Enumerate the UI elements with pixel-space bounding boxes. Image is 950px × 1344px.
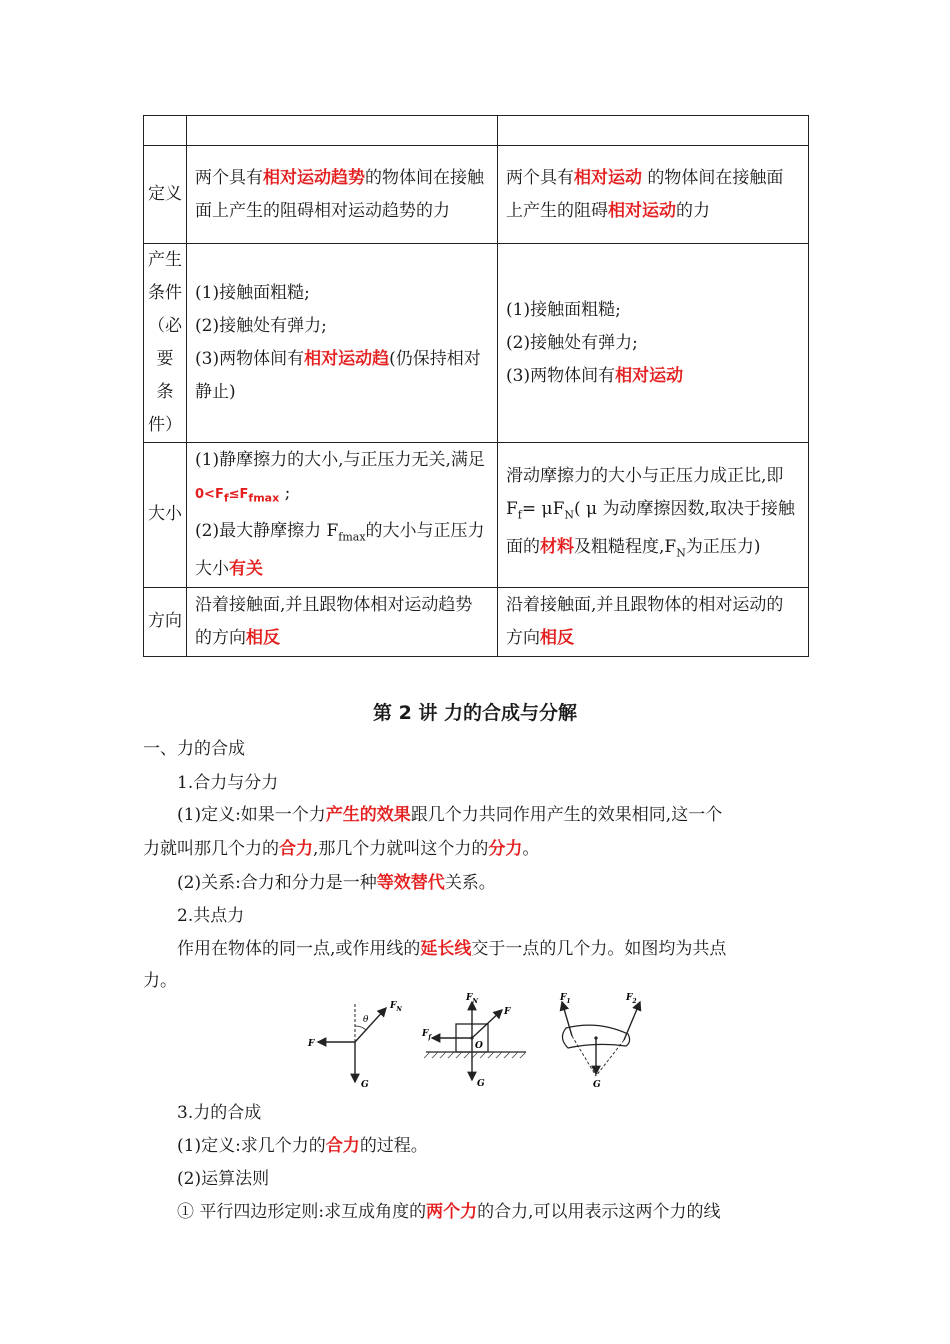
g-label: G bbox=[361, 1080, 369, 1090]
cell-sliding-direction: 沿着接触面,并且跟物体的相对运动的方向相反 bbox=[498, 587, 809, 656]
row-label-definition: 定义 bbox=[144, 146, 187, 244]
subheading-concurrent: 2.共点力 bbox=[177, 906, 245, 926]
f-label: F bbox=[308, 1039, 315, 1049]
theta-label: θ bbox=[363, 1015, 369, 1025]
f1-label: $F_1$ bbox=[560, 993, 571, 1005]
cell-static-conditions: (1)接触面粗糙; (2)接触处有弹力; (3)两物体间有相对运动趋(仍保持相对静止) bbox=[187, 244, 498, 443]
table-row-definition bbox=[144, 146, 809, 244]
cell-static-direction: 沿着接触面,并且跟物体相对运动趋势的方向相反 bbox=[187, 587, 498, 656]
paragraph-definition-1: (1)定义:如果一个力产生的效果跟几个力共同作用产生的效果相同,这一个 bbox=[177, 805, 723, 825]
row-label-direction: 方向 bbox=[144, 587, 187, 656]
cell-sliding-definition: 两个具有相对运动 的物体间在接触面上产生的阻碍相对运动的力 bbox=[498, 146, 809, 244]
ff-label: $F_f$ bbox=[422, 1029, 431, 1041]
g2-label: G bbox=[477, 1079, 485, 1089]
row-label-conditions: 产生 条件 （必 要 条 件） bbox=[144, 244, 187, 443]
table-row-magnitude bbox=[144, 443, 809, 588]
header-cell-sliding bbox=[498, 116, 809, 146]
paragraph-relation: (2)关系:合力和分力是一种等效替代关系。 bbox=[177, 873, 496, 893]
subheading-resultant: 1.合力与分力 bbox=[177, 773, 279, 793]
fn2-label: $F_N$ bbox=[466, 993, 478, 1005]
paragraph-composition-definition: (1)定义:求几个力的合力的过程。 bbox=[177, 1136, 428, 1156]
section-title: 第 2 讲 力的合成与分解 bbox=[372, 702, 578, 724]
fn-label: $F_N$ bbox=[390, 1001, 402, 1013]
table-row-conditions bbox=[144, 244, 809, 443]
g3-label: G bbox=[593, 1080, 601, 1090]
header-cell-static bbox=[187, 116, 498, 146]
paragraph-operation-rule: (2)运算法则 bbox=[177, 1169, 270, 1189]
row-label-magnitude: 大小 bbox=[144, 443, 187, 588]
f2-label: $F_2$ bbox=[626, 993, 637, 1005]
paragraph-parallelogram-rule: ① 平行四边形定则:求互成角度的两个力的合力,可以用表示这两个力的线 bbox=[177, 1202, 721, 1222]
table-header-row bbox=[144, 116, 809, 146]
f2-force-label: F bbox=[504, 1007, 511, 1017]
paragraph-concurrent-1: 作用在物体的同一点,或作用线的延长线交于一点的几个力。如图均为共点 bbox=[177, 939, 727, 959]
cell-static-definition: 两个具有相对运动趋势的物体间在接触面上产生的阻碍相对运动趋势的力 bbox=[187, 146, 498, 244]
table-row-direction bbox=[144, 587, 809, 656]
friction-comparison-table bbox=[143, 115, 809, 657]
paragraph-definition-2: 力就叫那几个力的合力,那几个力就叫这个力的分力。 bbox=[143, 839, 540, 859]
cell-static-magnitude: (1)静摩擦力的大小,与正压力无关,满足 $0<F_f\le F_{fmax}$ ; (2)最大静摩擦力 $F_{fmax}$的大小与正压力大小有关 bbox=[187, 443, 498, 588]
heading-composition: 一、力的合成 bbox=[143, 739, 245, 759]
figure-concurrent-forces-2 bbox=[418, 990, 533, 1090]
cell-sliding-magnitude: 滑动摩擦力的大小与正压力成正比,即 $F_f= \mu F_N$( μ 为动摩擦因数,取决于接触面的材料及粗糙程度$,F_N$为正压力) bbox=[498, 443, 809, 588]
figure-concurrent-forces-3 bbox=[548, 990, 653, 1090]
figure-concurrent-forces-1 bbox=[300, 998, 415, 1090]
cell-sliding-conditions: (1)接触面粗糙; (2)接触处有弹力; (3)两物体间有相对运动 bbox=[498, 244, 809, 443]
paragraph-concurrent-2: 力。 bbox=[143, 971, 177, 991]
header-cell-empty bbox=[144, 116, 187, 146]
subheading-composition-of-forces: 3.力的合成 bbox=[177, 1103, 262, 1123]
o-label: O bbox=[475, 1041, 483, 1051]
